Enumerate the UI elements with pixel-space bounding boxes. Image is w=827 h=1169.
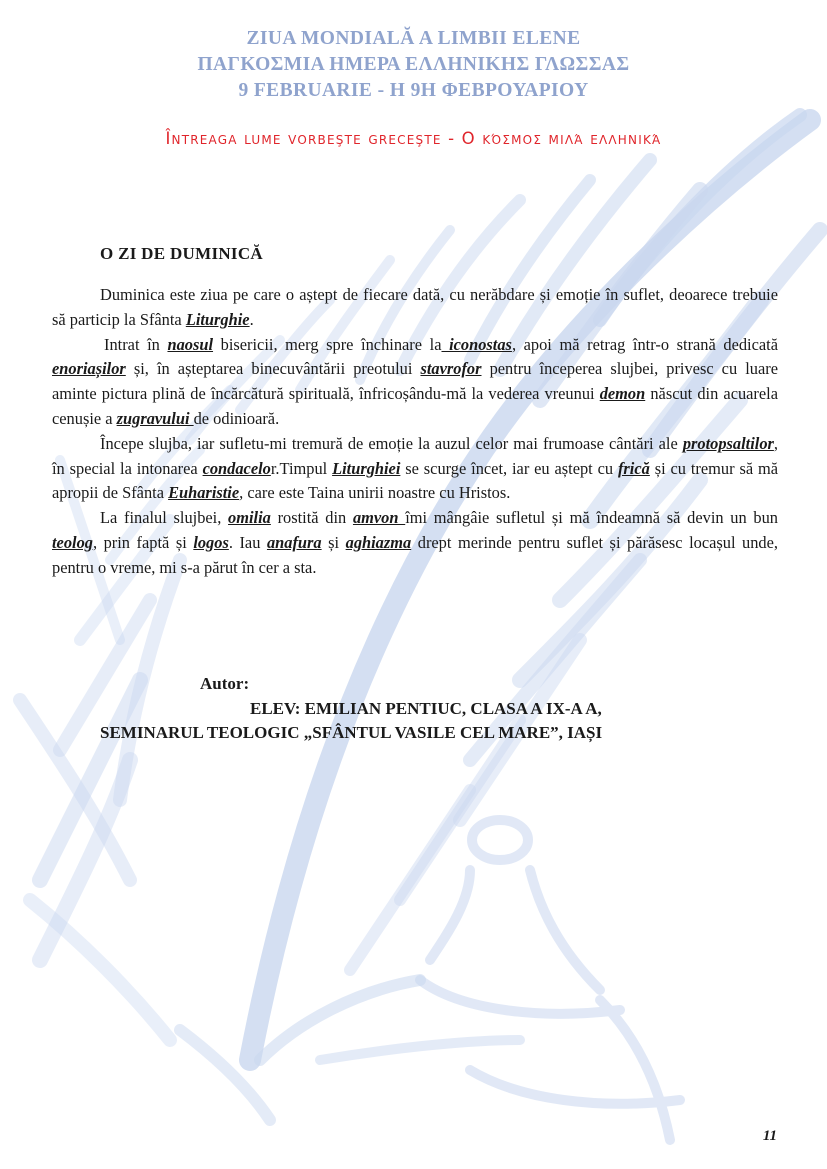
author-name: ELEV: EMILIAN PENTIUC, CLASA A IX-A A, bbox=[250, 698, 602, 718]
article-title: O ZI DE DUMINICĂ bbox=[100, 244, 264, 263]
paragraph-3 bbox=[52, 432, 778, 506]
text-span: de odinioară. bbox=[193, 408, 280, 428]
text-span: Intrat în bbox=[104, 334, 168, 354]
keyword-euharistie: Euharistie bbox=[168, 483, 240, 503]
text-span: r.Timpul bbox=[270, 458, 333, 478]
paragraph-2 bbox=[52, 333, 778, 432]
text-span: , în special la intonarea bbox=[52, 433, 778, 478]
keyword-amvon: amvon bbox=[352, 508, 406, 528]
text-span: , apoi mă retrag într-o strană dedicată bbox=[511, 334, 778, 354]
text-span: și bbox=[321, 532, 346, 552]
keyword-teolog: teolog bbox=[52, 532, 93, 552]
paragraph-4 bbox=[52, 506, 778, 580]
author-label: Autor: bbox=[200, 674, 250, 693]
page-subtitle: Întreaga lume vorbeşte greceşte - Ο κόσμος μιλά ελληνικά bbox=[165, 129, 662, 148]
keyword-naosul: naosul bbox=[167, 334, 214, 354]
author-block bbox=[52, 672, 778, 746]
text-span: drept merinde pentru suflet și părăsesc locașul unde, pentru o vreme, mi s-a părut în cer a sta. bbox=[52, 532, 778, 577]
text-span: și cu tremur să mă apropii de Sfânta bbox=[52, 458, 779, 503]
text-span: pentru începerea slujbei, privesc cu luare aminte pictura plină de încărcătură spirituală, înfricoșându-mă la vederea vreunui bbox=[52, 359, 778, 404]
keyword-zugravului: zugravului bbox=[116, 408, 194, 428]
paragraph-1 bbox=[52, 283, 778, 333]
keyword-condacelor: condacelo bbox=[202, 458, 271, 478]
keyword-protopsaltilor: protopsaltilor bbox=[682, 433, 774, 453]
page-header bbox=[0, 26, 827, 104]
keyword-stavrofor: stavrofor bbox=[420, 359, 482, 379]
keyword-anafura: anafura bbox=[266, 532, 322, 552]
text-span: bisericii, merg spre închinare la bbox=[213, 334, 442, 354]
keyword-iconostas: iconostas bbox=[441, 334, 512, 354]
keyword-omilia: omilia bbox=[228, 508, 271, 528]
keyword-liturghie: Liturghie bbox=[185, 309, 250, 329]
text-span: se scurge încet, iar eu aștept cu bbox=[400, 458, 618, 478]
text-span: , care este Taina unirii noastre cu Hristos. bbox=[239, 483, 511, 503]
text-span: și, în așteptarea binecuvântării preotului bbox=[125, 359, 421, 379]
author-school: SEMINARUL TEOLOGIC „SFÂNTUL VASILE CEL MARE”, IAȘI bbox=[100, 723, 603, 742]
keyword-demon: demon bbox=[599, 384, 646, 404]
page-number: 11 bbox=[762, 1128, 777, 1144]
text-span: La finalul slujbei, bbox=[100, 508, 229, 528]
text-span: . Iau bbox=[228, 532, 267, 552]
text-span: Duminica este ziua pe care o aștept de fiecare dată, cu nerăbdare și emoție în suflet, deoarece trebuie să particip la Sfânta bbox=[52, 285, 778, 329]
keyword-enoriasilor: enoriașilor bbox=[52, 359, 126, 379]
header-date: 9 FEBRUARIE - Η 9Η ΦΕΒΡΟΥΑΡΙΟΥ bbox=[238, 80, 589, 101]
header-title-greek: ΠΑΓΚΟΣΜΙΑ ΗΜΕΡΑ ΕΛΛΗΝΙΚΗΣ ΓΛΩΣΣΑΣ bbox=[197, 54, 630, 75]
keyword-aghiazma: aghiazma bbox=[345, 532, 412, 552]
text-span: îmi mângâie sufletul și mă îndeamnă să devin un bun bbox=[405, 508, 778, 528]
article-body bbox=[52, 244, 778, 581]
keyword-liturghiei: Liturghiei bbox=[332, 458, 401, 478]
header-title-romanian: ZIUA MONDIALĂ A LIMBII ELENE bbox=[246, 28, 581, 49]
text-span: , prin faptă și bbox=[92, 532, 194, 552]
text-span: născut din acuarela cenușie a bbox=[52, 384, 778, 428]
text-span: . bbox=[249, 309, 254, 329]
text-span: Începe slujba, iar sufletu-mi tremură de emoție la auzul celor mai frumoase cântări ale bbox=[100, 433, 683, 453]
keyword-frica: frică bbox=[617, 458, 650, 478]
keyword-logos: logos bbox=[193, 532, 229, 552]
text-span: rostită din bbox=[270, 508, 353, 528]
